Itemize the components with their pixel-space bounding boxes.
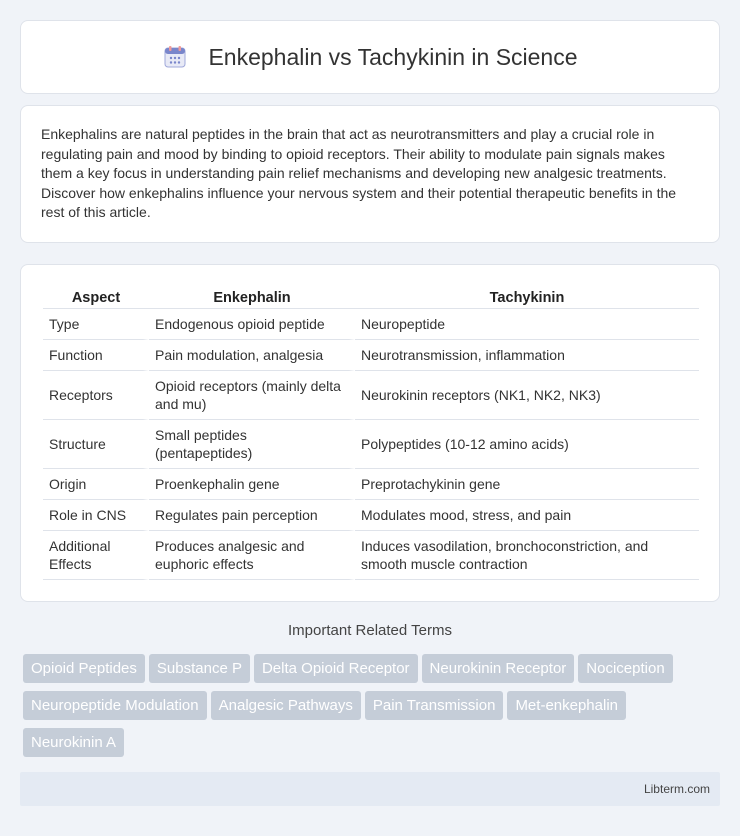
table-header-row (43, 285, 699, 309)
table-cell: Neuropeptide (355, 309, 699, 340)
footer (20, 772, 720, 806)
table-cell: Pain modulation, analgesia (149, 340, 355, 371)
table-cell: Neurotransmission, inflammation (355, 340, 699, 371)
table-cell: Role in CNS (43, 500, 149, 531)
comparison-table (43, 285, 699, 580)
table-row (43, 500, 699, 531)
intro-text: Enkephalins are natural peptides in the brain that act as neurotransmitters and play a crucial role in regulating pain and mood by binding to opioid receptors. Their ability to modulate pain signals makes them a key focus in understanding pain relief mechanisms and developing new analgesic treatments. Discover how enkephalins influence your nervous system and their potential therapeutic benefits in the rest of this article. (41, 126, 677, 221)
related-terms-title: Important Related Terms (288, 622, 452, 639)
table-row (43, 420, 699, 469)
header-card (20, 20, 720, 94)
table-row (43, 469, 699, 500)
term-tag-neurokinin-receptor[interactable]: Neurokinin Receptor (422, 654, 575, 683)
table-cell: Neurokinin receptors (NK1, NK2, NK3) (355, 371, 699, 420)
table-cell: Proenkephalin gene (149, 469, 355, 500)
term-tag-neuropeptide-modulation[interactable]: Neuropeptide Modulation (23, 691, 207, 720)
table-cell: Type (43, 309, 149, 340)
table-cell: Produces analgesic and euphoric effects (149, 531, 355, 580)
table-cell: Regulates pain perception (149, 500, 355, 531)
table-cell: Preprotachykinin gene (355, 469, 699, 500)
table-cell: Endogenous opioid peptide (149, 309, 355, 340)
intro-card (20, 105, 720, 243)
term-tag-met-enkephalin[interactable]: Met-enkephalin (507, 691, 626, 720)
related-terms-list (23, 654, 723, 765)
term-tag-opioid-peptides[interactable]: Opioid Peptides (23, 654, 145, 683)
table-row (43, 531, 699, 580)
term-tag-nociception[interactable]: Nociception (578, 654, 672, 683)
table-cell: Origin (43, 469, 149, 500)
term-tag-pain-transmission[interactable]: Pain Transmission (365, 691, 504, 720)
table-cell: Additional Effects (43, 531, 149, 580)
table-cell: Induces vasodilation, bronchoconstriction, and smooth muscle contraction (355, 531, 699, 580)
table-row (43, 340, 699, 371)
header-aspect: Aspect (43, 285, 149, 309)
header-tachykinin: Tachykinin (355, 285, 699, 309)
table-cell: Structure (43, 420, 149, 469)
term-tag-neurokinin-a[interactable]: Neurokinin A (23, 728, 124, 757)
table-row (43, 371, 699, 420)
footer-link[interactable]: Libterm.com (643, 782, 710, 796)
table-cell: Opioid receptors (mainly delta and mu) (149, 371, 355, 420)
table-cell: Small peptides (pentapeptides) (149, 420, 355, 469)
table-cell: Function (43, 340, 149, 371)
term-tag-analgesic-pathways[interactable]: Analgesic Pathways (211, 691, 361, 720)
table-cell: Modulates mood, stress, and pain (355, 500, 699, 531)
table-cell: Receptors (43, 371, 149, 420)
comparison-card (20, 264, 720, 602)
header-enkephalin: Enkephalin (149, 285, 355, 309)
term-tag-delta-opioid-receptor[interactable]: Delta Opioid Receptor (254, 654, 418, 683)
table-row (43, 309, 699, 340)
calendar-icon (162, 44, 188, 70)
table-cell: Polypeptides (10-12 amino acids) (355, 420, 699, 469)
page-title: Enkephalin vs Tachykinin in Science (208, 43, 578, 70)
term-tag-substance-p[interactable]: Substance P (149, 654, 250, 683)
